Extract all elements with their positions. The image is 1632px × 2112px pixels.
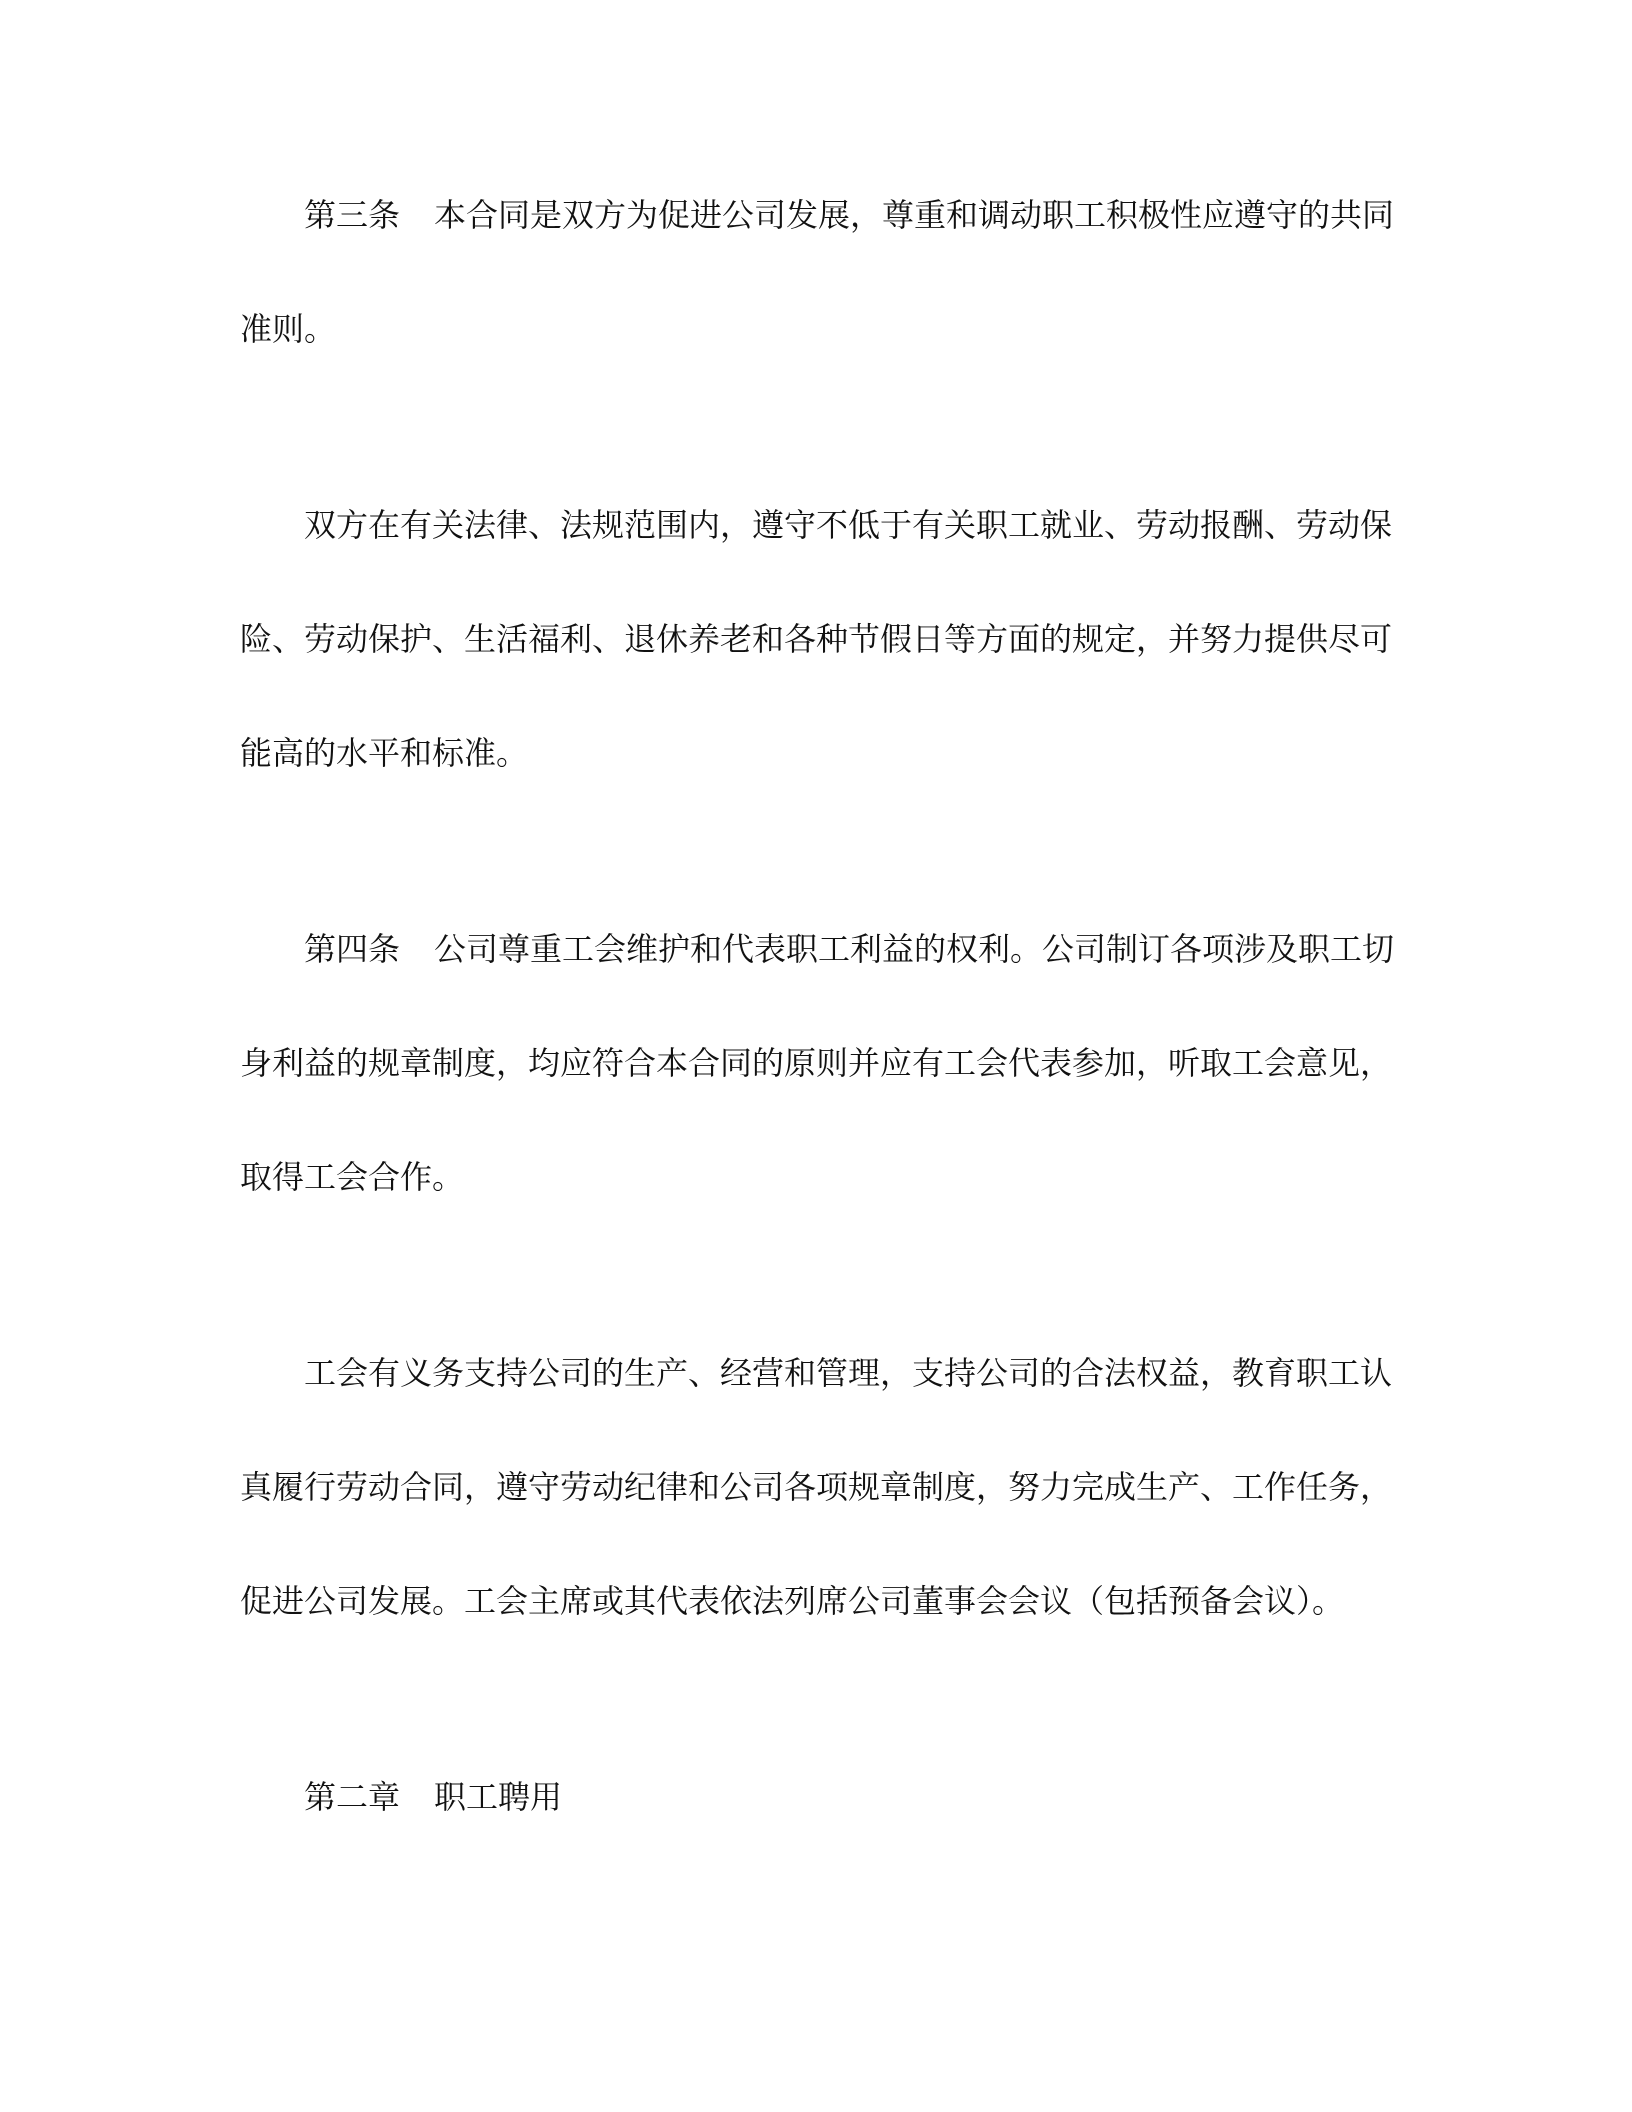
paragraph-4-line-1: 工会有义务支持公司的生产、经营和管理，支持公司的合法权益，教育职工认: [304, 1354, 1393, 1392]
paragraph-2-line-3: 能高的水平和标准。: [240, 734, 529, 772]
article-3-line-2: 准则。: [240, 310, 337, 348]
article-3-line-1: 第三条 本合同是双方为促进公司发展，尊重和调动职工积极性应遵守的共同: [304, 196, 1395, 234]
chapter-heading: [304, 1775, 562, 1819]
article-4-line-2: 身利益的规章制度，均应符合本合同的原则并应有工会代表参加，听取工会意见，: [240, 1044, 1393, 1082]
article-4-line-3: 取得工会合作。: [240, 1158, 465, 1196]
article-4-label: 第四条: [304, 930, 401, 968]
paragraph-2-line-1: 双方在有关法律、法规范围内，遵守不低于有关职工就业、劳动报酬、劳动保: [304, 506, 1393, 544]
chapter-label: 第二章: [304, 1778, 401, 1816]
article-4-line-1: 第四条 公司尊重工会维护和代表职工利益的权利。公司制订各项涉及职工切: [304, 930, 1395, 968]
paragraph-2-line-2: 险、劳动保护、生活福利、退休养老和各种节假日等方面的规定，并努力提供尽可: [240, 620, 1393, 658]
paragraph-4-line-3: 促进公司发展。工会主席或其代表依法列席公司董事会会议（包括预备会议）。: [240, 1582, 1345, 1620]
article-3-label: 第三条: [304, 196, 401, 234]
chapter-title: 职工聘用: [434, 1778, 563, 1816]
paragraph-4-line-2: 真履行劳动合同，遵守劳动纪律和公司各项规章制度，努力完成生产、工作任务，: [240, 1468, 1393, 1506]
